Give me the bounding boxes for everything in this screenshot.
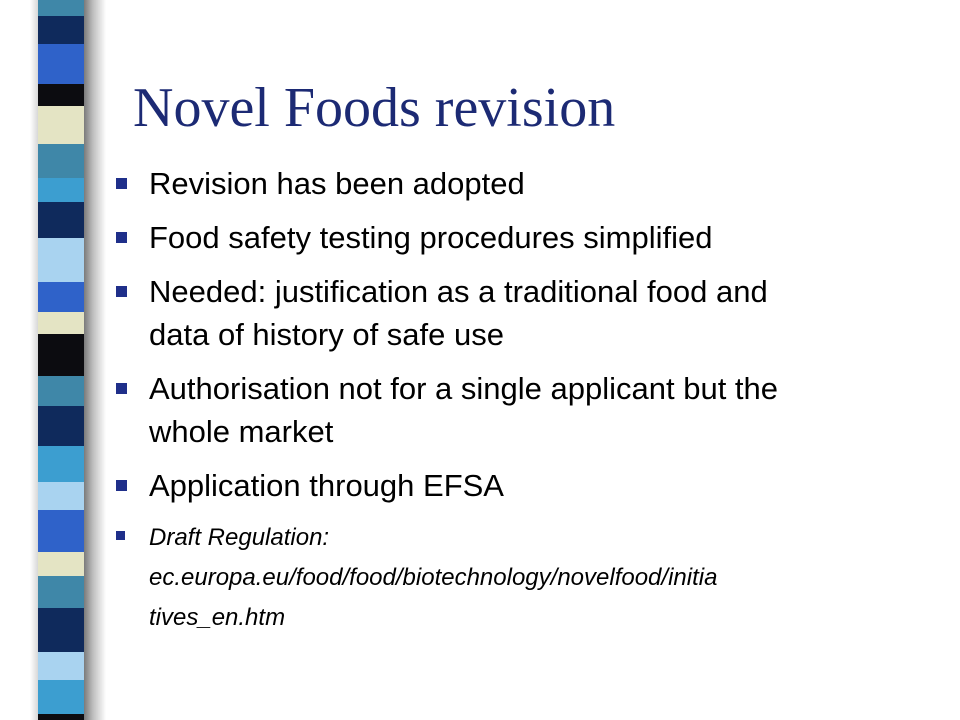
stripe-block bbox=[38, 202, 84, 238]
stripe-block bbox=[38, 84, 84, 106]
regulation-link-text: ec.europa.eu/food/food/biotechnology/novelfood/initia bbox=[149, 564, 718, 591]
decorative-border-stripe bbox=[38, 0, 84, 720]
left-margin-shadow bbox=[30, 0, 38, 720]
stripe-block bbox=[38, 238, 84, 282]
regulation-link-text: tives_en.htm bbox=[149, 604, 286, 631]
bullet-text: Revision has been adopted bbox=[149, 166, 525, 201]
stripe-block bbox=[38, 282, 84, 312]
stripe-block bbox=[38, 376, 84, 406]
bullet-text: Authorisation not for a single applicant but the bbox=[149, 371, 779, 406]
stripe-block bbox=[38, 608, 84, 652]
bullet-square-icon bbox=[116, 480, 127, 491]
bullet-item-draft-regulation bbox=[116, 518, 916, 638]
bullet-square-icon bbox=[116, 531, 125, 540]
bullet-square-icon bbox=[116, 286, 127, 297]
stripe-block bbox=[38, 552, 84, 576]
stripe-block bbox=[38, 652, 84, 680]
stripe-block bbox=[38, 144, 84, 178]
stripe-block bbox=[38, 0, 84, 16]
bullet-text: data of history of safe use bbox=[149, 317, 504, 352]
bullet-text: Needed: justification as a traditional food and bbox=[149, 274, 768, 309]
bullet-square-icon bbox=[116, 383, 127, 394]
stripe-block bbox=[38, 446, 84, 482]
stripe-block bbox=[38, 576, 84, 608]
stripe-block bbox=[38, 178, 84, 202]
stripe-block bbox=[38, 16, 84, 44]
bullet-text: Food safety testing procedures simplified bbox=[149, 220, 713, 255]
bullet-item bbox=[116, 270, 916, 356]
bullet-text: Application through EFSA bbox=[149, 468, 504, 503]
border-shadow bbox=[84, 0, 106, 720]
bullet-square-icon bbox=[116, 178, 127, 189]
stripe-block bbox=[38, 106, 84, 144]
bullet-item bbox=[116, 216, 916, 259]
stripe-block bbox=[38, 312, 84, 334]
bullet-item bbox=[116, 162, 916, 205]
bullet-item bbox=[116, 367, 916, 453]
stripe-block bbox=[38, 44, 84, 84]
bullet-text: Draft Regulation: bbox=[149, 524, 330, 551]
bullet-list bbox=[116, 162, 916, 649]
stripe-block bbox=[38, 406, 84, 446]
stripe-block bbox=[38, 680, 84, 714]
bullet-text: whole market bbox=[149, 414, 334, 449]
stripe-block bbox=[38, 714, 84, 720]
bullet-item bbox=[116, 464, 916, 507]
slide-title: Novel Foods revision bbox=[133, 77, 616, 139]
stripe-block bbox=[38, 334, 84, 376]
bullet-square-icon bbox=[116, 232, 127, 243]
stripe-block bbox=[38, 482, 84, 510]
stripe-block bbox=[38, 510, 84, 552]
